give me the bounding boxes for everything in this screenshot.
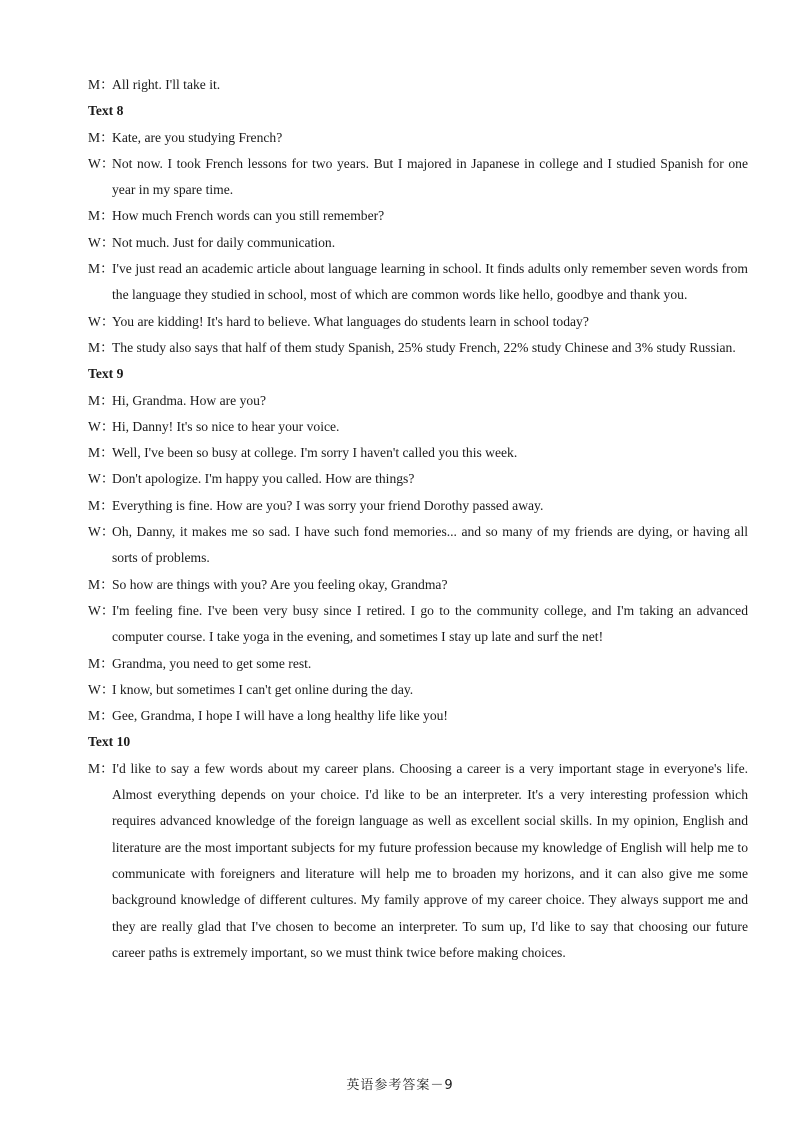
transcript-section	[88, 72, 748, 98]
transcript-section	[88, 361, 748, 729]
dialogue-line	[88, 309, 748, 335]
dialogue-text: Not much. Just for daily communication.	[112, 234, 336, 250]
speaker-label: W：	[88, 602, 115, 618]
dialogue-text: Hi, Grandma. How are you?	[112, 392, 267, 408]
dialogue-line	[88, 598, 748, 651]
speaker-label: M：	[88, 129, 114, 145]
dialogue-line	[88, 519, 748, 572]
speaker-label: M：	[88, 208, 114, 224]
speaker-label: W：	[88, 471, 115, 487]
section-heading: Text 10	[88, 734, 131, 750]
speaker-label: M：	[88, 445, 114, 461]
speaker-label: M：	[88, 77, 114, 92]
page-footer: 英语参考答案－9	[346, 1078, 454, 1093]
dialogue-text: So how are things with you? Are you feeling okay, Grandma?	[112, 576, 448, 592]
section-heading: Text 8	[88, 103, 124, 119]
dialogue-text: Grandma, you need to get some rest.	[112, 655, 312, 671]
speaker-label: M：	[88, 708, 114, 724]
speaker-label: M：	[88, 339, 114, 355]
speaker-label: M：	[88, 655, 114, 671]
dialogue-line	[88, 72, 748, 98]
dialogue-text: Don't apologize. I'm happy you called. How are things?	[112, 471, 415, 487]
dialogue-line	[88, 756, 748, 966]
dialogue-line	[88, 388, 748, 414]
dialogue-text: Gee, Grandma, I hope I will have a long healthy life like you!	[112, 708, 448, 724]
dialogue-line	[88, 151, 748, 204]
dialogue-text: Everything is fine. How are you? I was sorry your friend Dorothy passed away.	[112, 497, 544, 513]
dialogue-line	[88, 466, 748, 492]
dialogue-line	[88, 335, 748, 361]
dialogue-text: I know, but sometimes I can't get online during the day.	[112, 681, 414, 697]
dialogue-text: I'm feeling fine. I've been very busy since I retired. I go to the community college, and I'm taking an advanced computer course. I take yoga in the evening, and sometimes I stay up late and surf the net!	[112, 602, 748, 645]
dialogue-line	[88, 203, 748, 229]
speaker-label: M：	[88, 392, 114, 408]
dialogue-text: Hi, Danny! It's so nice to hear your voice.	[112, 418, 340, 434]
dialogue-line	[88, 256, 748, 309]
dialogue-line	[88, 440, 748, 466]
speaker-label: W：	[88, 234, 115, 250]
dialogue-text: How much French words can you still remember?	[112, 208, 385, 224]
transcript-section	[88, 98, 748, 361]
section-heading: Text 9	[88, 366, 124, 382]
dialogue-line	[88, 493, 748, 519]
speaker-label: M：	[88, 760, 114, 776]
dialogue-line	[88, 414, 748, 440]
dialogue-text: Not now. I took French lessons for two years. But I majored in Japanese in college and I studied Spanish for one year in my spare time.	[112, 155, 748, 198]
dialogue-line	[88, 125, 748, 151]
dialogue-text: Oh, Danny, it makes me so sad. I have such fond memories... and so many of my friends are dying, or having all sorts of problems.	[112, 524, 748, 566]
speaker-label: W：	[88, 524, 115, 540]
dialogue-line	[88, 230, 748, 256]
transcript-section	[88, 729, 748, 966]
dialogue-text: I'd like to say a few words about my career plans. Choosing a career is a very important stage in everyone's life. Almost everything depends on your choice. I'd like to be an interpreter. It's a very interesting profession which requires advanced knowledge of the foreign language as well as excellent social skills. In my opinion, English and literature are the most important subjects for my future profession because my knowledge of English will help me to communicate with foreigners and literature will help me to broaden my horizons, and it can also give me some background knowledge of different cultures. My family approve of my career choice. They always support me and they are really glad that I've chosen to become an interpreter. To sum up, I'd like to say that choosing our future career paths is extremely important, so we must think twice before making choices.	[112, 760, 748, 960]
dialogue-line	[88, 677, 748, 703]
dialogue-line	[88, 703, 748, 729]
speaker-label: M：	[88, 576, 114, 592]
dialogue-text: I've just read an academic article about language learning in school. It finds adults only remember seven words from the language they studied in school, most of which are common words like hello, goodbye and thank you.	[112, 261, 748, 303]
speaker-label: W：	[88, 681, 115, 697]
speaker-label: W：	[88, 313, 115, 329]
speaker-label: W：	[88, 155, 115, 171]
dialogue-text: Kate, are you studying French?	[112, 129, 283, 145]
dialogue-line	[88, 651, 748, 677]
speaker-label: M：	[88, 497, 114, 513]
dialogue-text: All right. I'll take it.	[112, 77, 221, 92]
transcript	[88, 72, 748, 966]
dialogue-text: The study also says that half of them study Spanish, 25% study French, 22% study Chinese and 3% study Russian.	[112, 339, 736, 355]
speaker-label: M：	[88, 261, 114, 277]
dialogue-text: You are kidding! It's hard to believe. What languages do students learn in school today?	[112, 313, 589, 329]
dialogue-line	[88, 572, 748, 598]
dialogue-text: Well, I've been so busy at college. I'm sorry I haven't called you this week.	[112, 445, 518, 461]
speaker-label: W：	[88, 418, 115, 434]
